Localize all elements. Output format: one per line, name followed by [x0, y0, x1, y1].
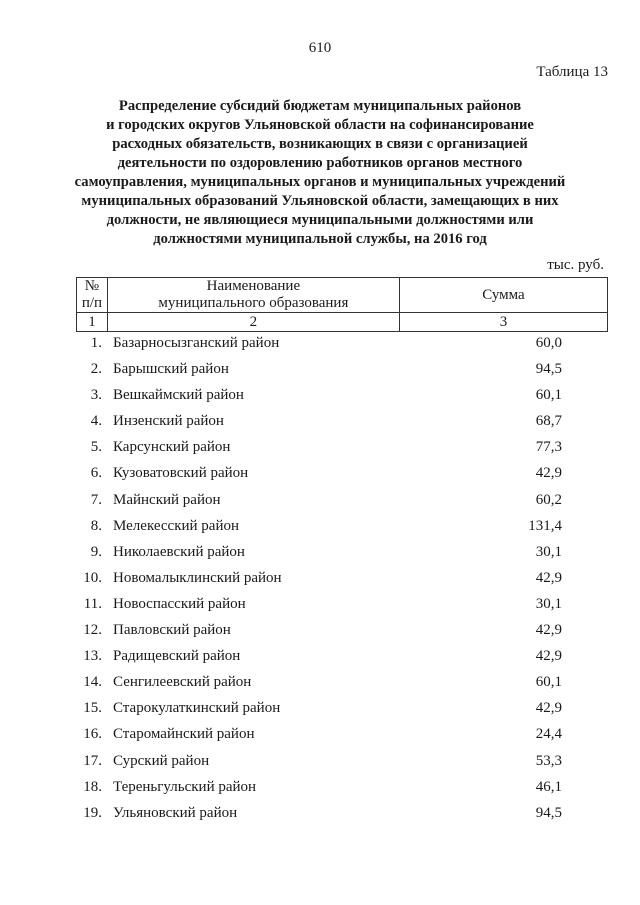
document-title [60, 97, 580, 249]
table-row [76, 513, 608, 539]
row-number: 2. [90, 361, 102, 378]
header-number-abbrev: п/п [81, 295, 103, 311]
title-line: деятельности по оздоровлению работников органов местного [117, 155, 523, 171]
header-name-cell [107, 278, 399, 313]
row-name: Павловский район [113, 622, 231, 639]
row-name: Барышский район [113, 361, 229, 378]
row-sum: 60,0 [535, 335, 562, 351]
row-number: 15. [83, 700, 102, 717]
table-row [76, 330, 608, 356]
row-name: Карсунский район [113, 439, 231, 456]
row-sum: 53,3 [535, 752, 562, 769]
row-sum: 42,9 [535, 700, 562, 717]
table-body [76, 330, 608, 826]
row-number: 10. [83, 569, 102, 586]
row-number: 17. [83, 752, 102, 769]
table-row [76, 721, 608, 747]
units-label: тыс. руб. [547, 257, 604, 273]
row-sum: 24,4 [535, 726, 562, 743]
row-number: 18. [83, 778, 102, 795]
row-name: Сенгилеевский район [113, 674, 252, 691]
header-name-line1: Наименование [206, 278, 301, 294]
row-number: 14. [83, 674, 102, 691]
table-row [76, 748, 608, 774]
table-row [76, 539, 608, 565]
row-number: 5. [90, 439, 102, 456]
row-sum: 30,1 [535, 595, 562, 612]
row-name: Базарносызганский район [113, 335, 280, 351]
row-sum: 30,1 [535, 543, 562, 560]
row-name: Новомалыклинский район [113, 569, 282, 586]
title-line: расходных обязательств, возникающих в связи с организацией [112, 136, 528, 152]
row-sum: 60,1 [535, 674, 562, 691]
page-number: 610 [308, 40, 332, 56]
title-line: самоуправления, муниципальных органов и муниципальных учреждений [74, 174, 566, 190]
row-name: Тереньгульский район [113, 778, 257, 795]
row-number: 8. [90, 517, 102, 534]
table-row [76, 460, 608, 486]
row-name: Радищевский район [113, 648, 241, 665]
title-line: Распределение субсидий бюджетам муниципальных районов [118, 98, 522, 114]
row-name: Майнский район [113, 491, 221, 508]
table-row [76, 643, 608, 669]
table-row [76, 800, 608, 826]
title-line: должности, не являющиеся муниципальными должностями или [106, 212, 534, 228]
row-sum: 94,5 [535, 804, 562, 821]
row-sum: 42,9 [535, 465, 562, 482]
row-number: 4. [90, 413, 102, 430]
row-number: 11. [83, 595, 102, 612]
row-name: Инзенский район [113, 413, 224, 430]
title-line: и городских округов Ульяновской области на софинансирование [106, 117, 534, 133]
header-sum-cell: Сумма [399, 278, 607, 313]
row-sum: 42,9 [535, 569, 562, 586]
row-name: Старокулаткинский район [113, 700, 281, 717]
table-row [76, 356, 608, 382]
table-row [76, 695, 608, 721]
header-number-symbol: № [84, 278, 100, 294]
row-sum: 68,7 [535, 413, 562, 430]
row-sum: 46,1 [535, 778, 562, 795]
row-name: Вешкаймский район [113, 387, 244, 404]
column-index-1: 1 [77, 313, 108, 332]
row-sum: 77,3 [535, 439, 562, 456]
table-row [76, 591, 608, 617]
table-row [76, 434, 608, 460]
table-row [76, 669, 608, 695]
column-index-3: 3 [399, 313, 607, 332]
title-line: муниципальных образований Ульяновской области, замещающих в них [81, 193, 559, 209]
row-sum: 42,9 [535, 622, 562, 639]
row-number: 1. [90, 335, 102, 351]
table-row [76, 408, 608, 434]
row-number: 19. [83, 804, 102, 821]
table-row [76, 487, 608, 513]
row-name: Старомайнский район [113, 726, 255, 743]
row-sum: 60,1 [535, 387, 562, 404]
row-name: Кузоватовский район [113, 465, 249, 482]
table-row [76, 617, 608, 643]
row-number: 7. [90, 491, 102, 508]
table-row [76, 774, 608, 800]
row-number: 13. [83, 648, 102, 665]
row-sum: 60,2 [535, 491, 562, 508]
row-number: 6. [90, 465, 102, 482]
table-header [76, 277, 608, 332]
row-number: 3. [90, 387, 102, 404]
row-name: Мелекесский район [113, 517, 240, 534]
row-name: Николаевский район [113, 543, 245, 560]
row-name: Ульяновский район [113, 804, 238, 821]
row-number: 9. [90, 543, 102, 560]
header-number-cell [77, 278, 108, 313]
row-name: Новоспасский район [113, 595, 246, 612]
header-name-line2: муниципального образования [158, 295, 349, 311]
table-row [76, 565, 608, 591]
row-number: 16. [83, 726, 102, 743]
row-sum: 94,5 [535, 361, 562, 378]
row-name: Сурский район [113, 752, 210, 769]
row-sum: 42,9 [535, 648, 562, 665]
column-index-2: 2 [107, 313, 399, 332]
row-number: 12. [83, 622, 102, 639]
title-line: должностями муниципальной службы, на 2016 год [153, 231, 487, 247]
table-row [76, 382, 608, 408]
table-label: Таблица 13 [536, 64, 608, 80]
row-sum: 131,4 [528, 517, 562, 534]
